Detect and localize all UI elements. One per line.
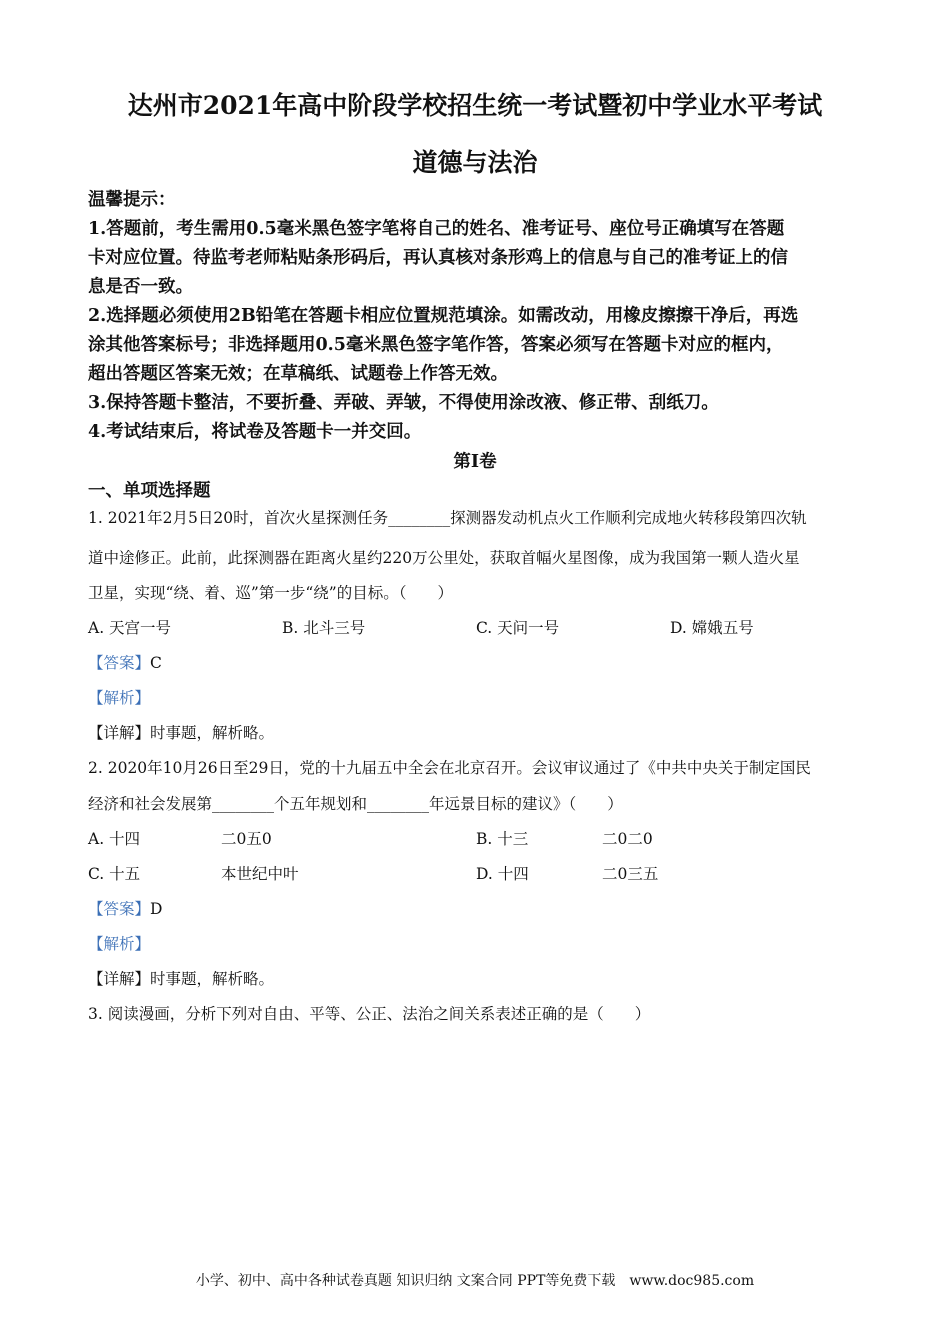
answer-value: C [150, 654, 162, 672]
option-a: A. 十四 [88, 830, 141, 848]
option-b: B. 十三 [476, 830, 529, 848]
answer-value: D [150, 900, 163, 918]
option-a: A. 天宫一号 [88, 619, 172, 637]
tip-line: 1.答题前，考生需用0.5毫米黑色签字笔将自己的姓名、准考证号、座位号正确填写在答题 [88, 219, 785, 239]
section-title: 一、单项选择题 [88, 481, 211, 501]
tip-line: 涂其他答案标号；非选择题用0.5毫米黑色签字笔作答，答案必须写在答题卡对应的框内， [88, 335, 784, 355]
question-3: 3. 阅读漫画，分析下列对自由、平等、公正、法治之间关系表述正确的是（ ） [88, 1005, 651, 1023]
tip-line: 4.考试结束后，将试卷及答题卡一并交回。 [88, 422, 422, 442]
option-c: C. 天问一号 [476, 619, 560, 637]
tip-line: 2.选择题必须使用2B铅笔在答题卡相应位置规范填涂。如需改动，用橡皮擦擦干净后，再选 [88, 306, 799, 326]
option-b-value: 二0二0 [602, 830, 653, 848]
subject-title: 道德与法治 [412, 148, 538, 177]
option-d-value: 二0三五 [602, 865, 659, 883]
answer-line [88, 897, 162, 919]
question-line: 卫星，实现“绕、着、巡”第一步“绕”的目标。（ ） [88, 584, 453, 602]
question-line: 经济和社会发展第________个五年规划和________年远景目标的建议》（ ） [88, 795, 623, 813]
question-line: 1. 2021年2月5日20时，首次火星探测任务________探测器发动机点火工作顺利完成地火转移段第四次轨 [88, 509, 807, 527]
exam-title: 达州市2021年高中阶段学校招生统一考试暨初中学业水平考试 [127, 91, 823, 120]
tips-heading: 温馨提示： [88, 190, 176, 210]
option-c: C. 十五 [88, 865, 141, 883]
tip-line: 超出答题区答案无效；在草稿纸、试题卷上作答无效。 [88, 364, 508, 384]
question-line: 道中途修正。此前，此探测器在距离火星约220万公里处，获取首幅火星图像，成为我国第一颗人造火星 [88, 549, 800, 567]
tip-line: 息是否一致。 [88, 277, 193, 297]
option-d: D. 嫦娥五号 [670, 619, 754, 637]
option-c-value: 本世纪中叶 [221, 865, 299, 883]
option-d: D. 十四 [476, 865, 529, 883]
answer-tag: 【答案】 [88, 654, 151, 672]
detail-line: 【详解】时事题，解析略。 [88, 724, 275, 742]
answer-tag: 【答案】 [88, 900, 151, 918]
analysis-tag: 【解析】 [88, 689, 151, 707]
page-footer: 小学、初中、高中各种试卷真题 知识归纳 文案合同 PPT等免费下载 www.doc985.com [195, 1273, 755, 1289]
volume-label: 第Ⅰ卷 [453, 452, 497, 472]
answer-line [88, 651, 162, 673]
option-a-value: 二0五0 [221, 830, 272, 848]
detail-line: 【详解】时事题，解析略。 [88, 970, 275, 988]
tip-line: 3.保持答题卡整洁，不要折叠、弄破、弄皱，不得使用涂改液、修正带、刮纸刀。 [88, 393, 719, 413]
option-b: B. 北斗三号 [282, 619, 366, 637]
analysis-tag: 【解析】 [88, 935, 151, 953]
tip-line: 卡对应位置。待监考老师粘贴条形码后，再认真核对条形鸡上的信息与自己的准考证上的信 [88, 248, 788, 268]
question-line: 2. 2020年10月26日至29日，党的十九届五中全会在北京召开。会议审议通过了《中共中央关于制定国民 [88, 759, 811, 777]
